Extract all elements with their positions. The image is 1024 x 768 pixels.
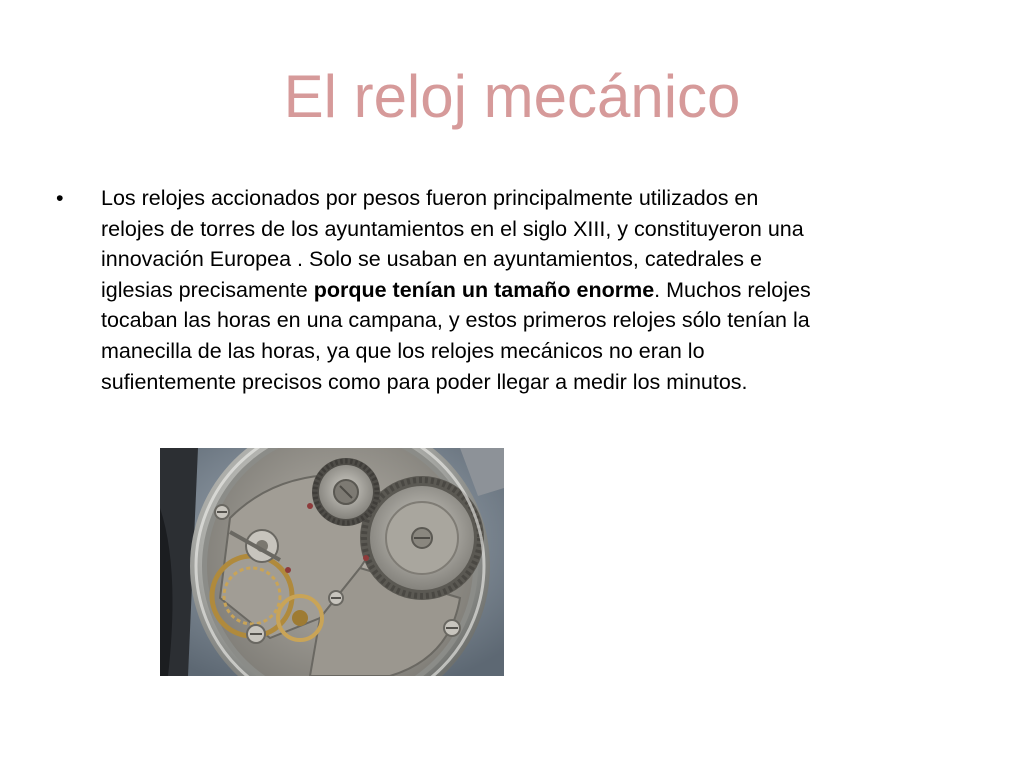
paragraph-line: [101, 214, 956, 245]
paragraph-text: relojes de torres de los ayuntamientos en el siglo XIII, y constituyeron una: [101, 216, 804, 241]
paragraph-line: [101, 336, 956, 367]
watch-movement-image: [160, 448, 504, 676]
watch-movement-illustration: [160, 448, 504, 676]
paragraph-line: [101, 305, 956, 336]
bullet-list: [56, 183, 956, 397]
slide-title: El reloj mecánico: [283, 63, 741, 130]
paragraph-text: manecilla de las horas, ya que los relojes mecánicos no eran lo: [101, 338, 705, 363]
bold-emphasis-text: porque tenían un tamaño enorme: [313, 277, 655, 302]
bullet-paragraph: [101, 183, 956, 397]
bullet-icon: •: [56, 186, 64, 210]
paragraph-line: [101, 183, 956, 214]
paragraph-text: innovación Europea . Solo se usaban en ayuntamientos, catedrales e: [101, 247, 762, 272]
paragraph-text: Los relojes accionados por pesos fueron principalmente utilizados en: [101, 186, 759, 210]
paragraph-text: . Muchos relojes: [654, 277, 811, 302]
paragraph-text: tocaban las horas en una campana, y estos primeros relojes sólo tenían la: [101, 308, 810, 333]
small-gear-icon: [312, 458, 380, 526]
paragraph-line: [101, 244, 956, 275]
paragraph-line: [101, 275, 956, 306]
paragraph-text: sufientemente precisos como para poder llegar a medir los minutos.: [101, 369, 748, 394]
paragraph-text: iglesias precisamente: [101, 277, 314, 302]
paragraph-line: [101, 367, 956, 398]
bullet-item: [56, 183, 956, 397]
